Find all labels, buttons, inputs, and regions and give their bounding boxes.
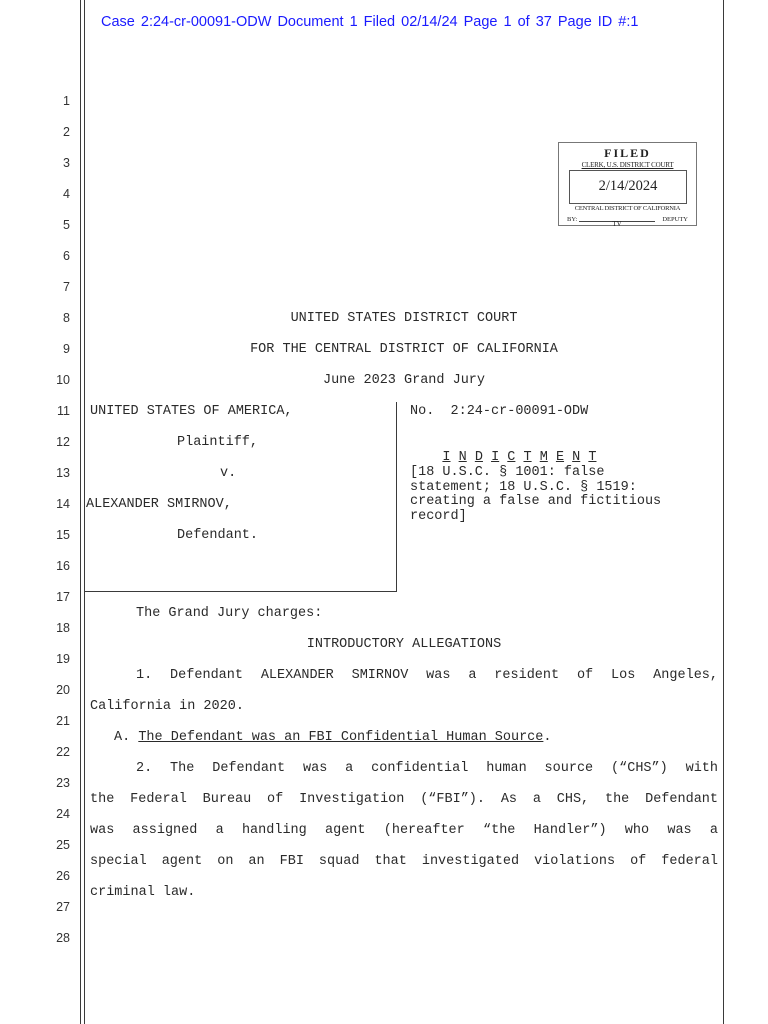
doc-type-letter: T bbox=[588, 450, 597, 465]
header-filed-date: Filed 02/14/24 bbox=[363, 14, 458, 30]
header-page: Page 1 of 37 bbox=[463, 14, 552, 30]
stamp-date-box bbox=[569, 170, 687, 204]
paragraph-2-line-5: criminal law. bbox=[90, 885, 196, 900]
plaintiff-name: UNITED STATES OF AMERICA, bbox=[90, 404, 293, 419]
header-page-id: Page ID #:1 bbox=[557, 14, 639, 30]
header-document: Document 1 bbox=[277, 14, 358, 30]
line-number: 18 bbox=[56, 621, 70, 635]
line-number: 23 bbox=[56, 776, 70, 790]
line-number: 2 bbox=[63, 125, 70, 139]
paragraph-1-line-2: California in 2020. bbox=[90, 699, 244, 714]
doc-type-letter: I bbox=[491, 450, 500, 465]
line-number: 3 bbox=[63, 156, 70, 170]
doc-type-letter: I bbox=[442, 450, 451, 465]
doc-type-letter: M bbox=[539, 450, 548, 465]
ecf-header bbox=[101, 14, 638, 30]
line-number: 10 bbox=[56, 373, 70, 387]
grand-jury-term: June 2023 Grand Jury bbox=[322, 373, 486, 388]
stamp-by-label: BY: bbox=[567, 216, 578, 223]
paragraph-2-line-1: 2. The Defendant was a confidential human source (“CHS”) with bbox=[136, 761, 718, 776]
subheading-letter: A. bbox=[114, 730, 131, 745]
subheading-a bbox=[114, 730, 552, 745]
subheading-text: The Defendant was an FBI Confidential Human Source bbox=[138, 730, 544, 745]
court-district: FOR THE CENTRAL DISTRICT OF CALIFORNIA bbox=[250, 342, 558, 357]
line-number: 27 bbox=[56, 900, 70, 914]
margin-rule-left-inner bbox=[84, 0, 85, 1024]
line-number: 26 bbox=[56, 869, 70, 883]
charges-line: record] bbox=[410, 508, 467, 524]
paragraph-1-line-1: 1. Defendant ALEXANDER SMIRNOV was a resident of Los Angeles, bbox=[136, 668, 718, 683]
line-number: 21 bbox=[56, 714, 70, 728]
court-name: UNITED STATES DISTRICT COURT bbox=[290, 311, 518, 326]
stamp-district: CENTRAL DISTRICT OF CALIFORNIA bbox=[574, 205, 681, 212]
doc-type-letter: D bbox=[474, 450, 483, 465]
line-number: 14 bbox=[56, 497, 70, 511]
grand-jury-charges: The Grand Jury charges: bbox=[136, 606, 323, 621]
doc-type-letter: C bbox=[507, 450, 516, 465]
caption-bottom-rule bbox=[85, 591, 397, 592]
line-number: 11 bbox=[57, 404, 70, 418]
line-number: 7 bbox=[63, 280, 70, 294]
stamp-signature-line bbox=[579, 220, 655, 228]
line-number: 28 bbox=[56, 931, 70, 945]
stamp-signature-row bbox=[567, 213, 688, 228]
doc-type-letter: T bbox=[523, 450, 532, 465]
filed-stamp bbox=[558, 142, 697, 226]
line-number: 12 bbox=[56, 435, 70, 449]
line-number: 9 bbox=[63, 342, 70, 356]
stamp-date: 2/14/2024 bbox=[598, 178, 658, 194]
line-number: 25 bbox=[56, 838, 70, 852]
paragraph-2-line-2: the Federal Bureau of Investigation (“FBI”). As a CHS, the Defendant bbox=[90, 792, 718, 807]
section-heading: INTRODUCTORY ALLEGATIONS bbox=[306, 637, 502, 652]
line-number: 22 bbox=[56, 745, 70, 759]
defendant-role: Defendant. bbox=[177, 528, 259, 543]
line-number: 13 bbox=[56, 466, 70, 480]
subheading-period: . bbox=[543, 730, 552, 745]
paragraph-2-line-3: was assigned a handling agent (hereafter “the Handler”) who was a bbox=[90, 823, 718, 838]
stamp-title: FILED bbox=[604, 146, 651, 160]
paragraph-2-line-4: special agent on an FBI squad that investigated violations of federal bbox=[90, 854, 718, 869]
caption-divider bbox=[396, 402, 397, 592]
line-number: 4 bbox=[63, 187, 70, 201]
header-case-number: Case 2:24-cr-00091-ODW bbox=[101, 14, 272, 30]
line-number: 5 bbox=[63, 218, 70, 232]
charges-line: creating a false and fictitious bbox=[410, 494, 662, 509]
doc-type-letter: E bbox=[555, 450, 565, 465]
line-number: 16 bbox=[56, 559, 70, 573]
line-number: 24 bbox=[56, 807, 70, 821]
line-number: 8 bbox=[63, 311, 70, 325]
plaintiff-role: Plaintiff, bbox=[177, 435, 259, 450]
line-number: 6 bbox=[63, 249, 70, 263]
stamp-deputy-label: DEPUTY bbox=[662, 216, 688, 223]
line-number: 15 bbox=[56, 528, 70, 542]
line-number: 1 bbox=[63, 94, 70, 108]
case-number: No. 2:24-cr-00091-ODW bbox=[410, 404, 589, 419]
line-number: 20 bbox=[56, 683, 70, 697]
charges-block bbox=[410, 466, 661, 524]
charges-line: statement; 18 U.S.C. § 1519: bbox=[410, 479, 637, 495]
defendant-name: ALEXANDER SMIRNOV, bbox=[86, 497, 232, 512]
line-number: 19 bbox=[56, 652, 70, 666]
versus: v. bbox=[220, 466, 237, 481]
charges-line: [18 U.S.C. § 1001: false bbox=[410, 465, 605, 480]
doc-type-letter: N bbox=[458, 450, 467, 465]
margin-rule-right bbox=[723, 0, 724, 1024]
doc-type-letter: N bbox=[572, 450, 581, 465]
margin-rule-left bbox=[80, 0, 81, 1024]
stamp-initials: TV bbox=[612, 220, 622, 228]
stamp-clerk: CLERK, U.S. DISTRICT COURT bbox=[581, 161, 674, 169]
line-number: 17 bbox=[56, 590, 70, 604]
